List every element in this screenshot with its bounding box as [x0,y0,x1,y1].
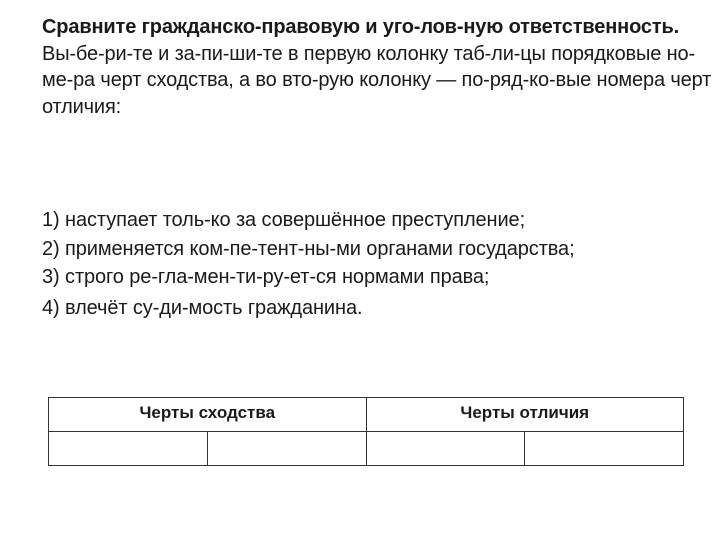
header-differences: Черты отличия [366,398,684,432]
answer-cell-similarity-1[interactable] [49,432,208,466]
option-1: 1) наступает толь-ко за совершённое преступление; [42,209,526,231]
option-3: 3) строго ре-гла-мен-ти-ру-ет-ся нормами права; [42,266,490,288]
header-similarities: Черты сходства [49,398,367,432]
answer-table-input-row [49,432,684,466]
task-statement [42,14,714,120]
answer-table [48,397,684,466]
options-list [42,205,702,324]
option-2: 2) применяется ком-пе-тент-ны-ми органами государства; [42,238,575,260]
task-instruction: Вы-бе-ри-те и за-пи-ши-те в первую колонку таб-ли-цы порядковые но-ме-ра черт сходства, а во вто-рую колонку — по-ряд-ко-вые номера черт отличия: [42,42,712,118]
option-4: 4) влечёт су-ди-мость гражданина. [42,297,363,319]
answer-cell-difference-1[interactable] [366,432,525,466]
answer-table-header-row [49,398,684,432]
answer-cell-difference-2[interactable] [525,432,684,466]
answer-cell-similarity-2[interactable] [207,432,366,466]
task-title-bold: Сравните гражданско-правовую и уго-лов-ную ответственность. [42,16,680,38]
